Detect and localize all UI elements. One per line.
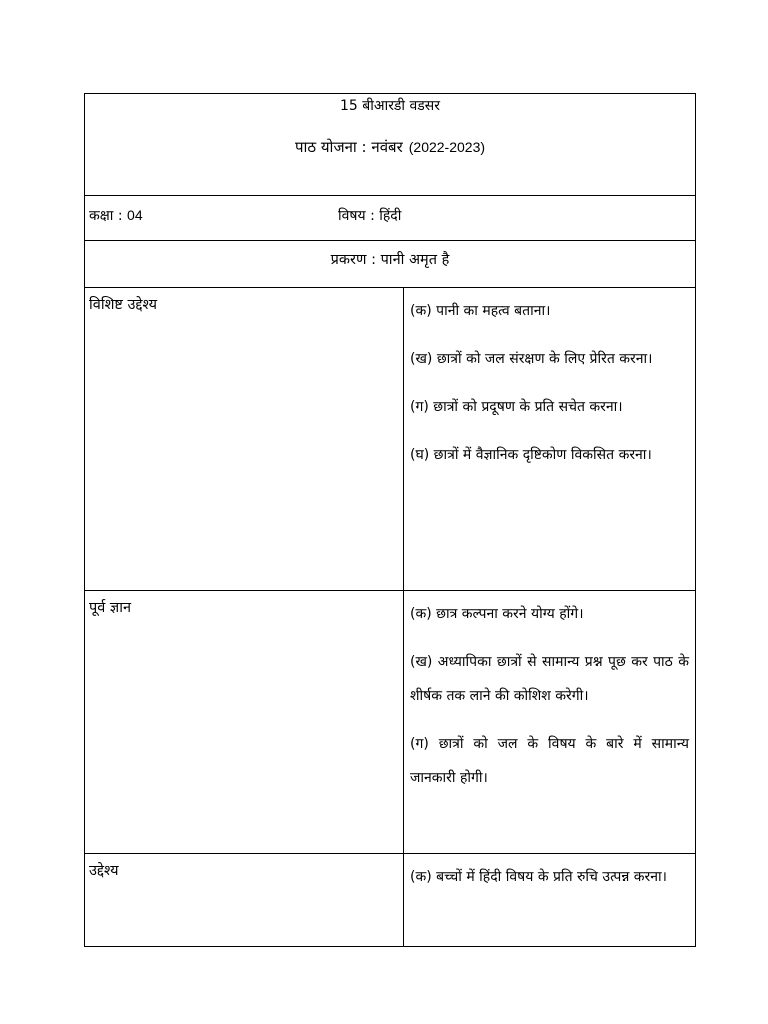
class-field	[89, 206, 143, 225]
section-row-objective	[85, 854, 696, 947]
section-items	[404, 288, 696, 591]
section-items	[404, 591, 696, 854]
topic-cell	[85, 241, 696, 288]
section-row-specific-objectives	[85, 288, 696, 591]
plan-title-line	[85, 137, 695, 157]
section-heading: पूर्व ज्ञान	[85, 591, 404, 854]
subject-field: विषय : हिंदी	[338, 208, 402, 224]
list-item: (क) बच्चों में हिंदी विषय के प्रति रुचि उत्पन्न करना।	[410, 869, 667, 885]
header-row	[85, 94, 696, 196]
school-name: 15 बीआरडी वडसर	[340, 98, 440, 114]
class-subject-row	[85, 196, 696, 241]
section-row-prior-knowledge	[85, 591, 696, 854]
plan-title: पाठ योजना : नवंबर	[294, 138, 403, 156]
topic-label: प्रकरण : पानी अमृत है	[330, 252, 450, 268]
list-item: (क) छात्र कल्पना करने योग्य होंगे।	[410, 606, 584, 622]
list-item: (ख) अध्यापिका छात्रों से सामान्य प्रश्न पूछ कर पाठ के शीर्षक तक लाने की कोशिश करेगी।	[410, 654, 689, 704]
section-heading: उद्देश्य	[85, 854, 404, 947]
class-value: 04	[127, 207, 143, 223]
topic-row	[85, 241, 696, 288]
section-heading: विशिष्ट उद्देश्य	[85, 288, 404, 591]
class-subject-cell	[85, 196, 696, 241]
lesson-plan-table	[84, 93, 696, 947]
plan-year: (2022-2023)	[408, 139, 486, 155]
section-items	[404, 854, 696, 947]
class-label: कक्षा :	[89, 208, 128, 224]
header-cell	[85, 94, 696, 196]
list-item: (ग) छात्रों को जल के विषय के बारे में सामान्य जानकारी होगी।	[410, 736, 689, 786]
list-item: (ग) छात्रों को प्रदूषण के प्रति सचेत करना।	[410, 399, 623, 415]
list-item: (घ) छात्रों में वैज्ञानिक दृष्टिकोण विकसित करना।	[410, 447, 652, 463]
list-item: (ख) छात्रों को जल संरक्षण के लिए प्रेरित करना।	[410, 351, 653, 367]
list-item: (क) पानी का महत्व बताना।	[410, 303, 551, 319]
